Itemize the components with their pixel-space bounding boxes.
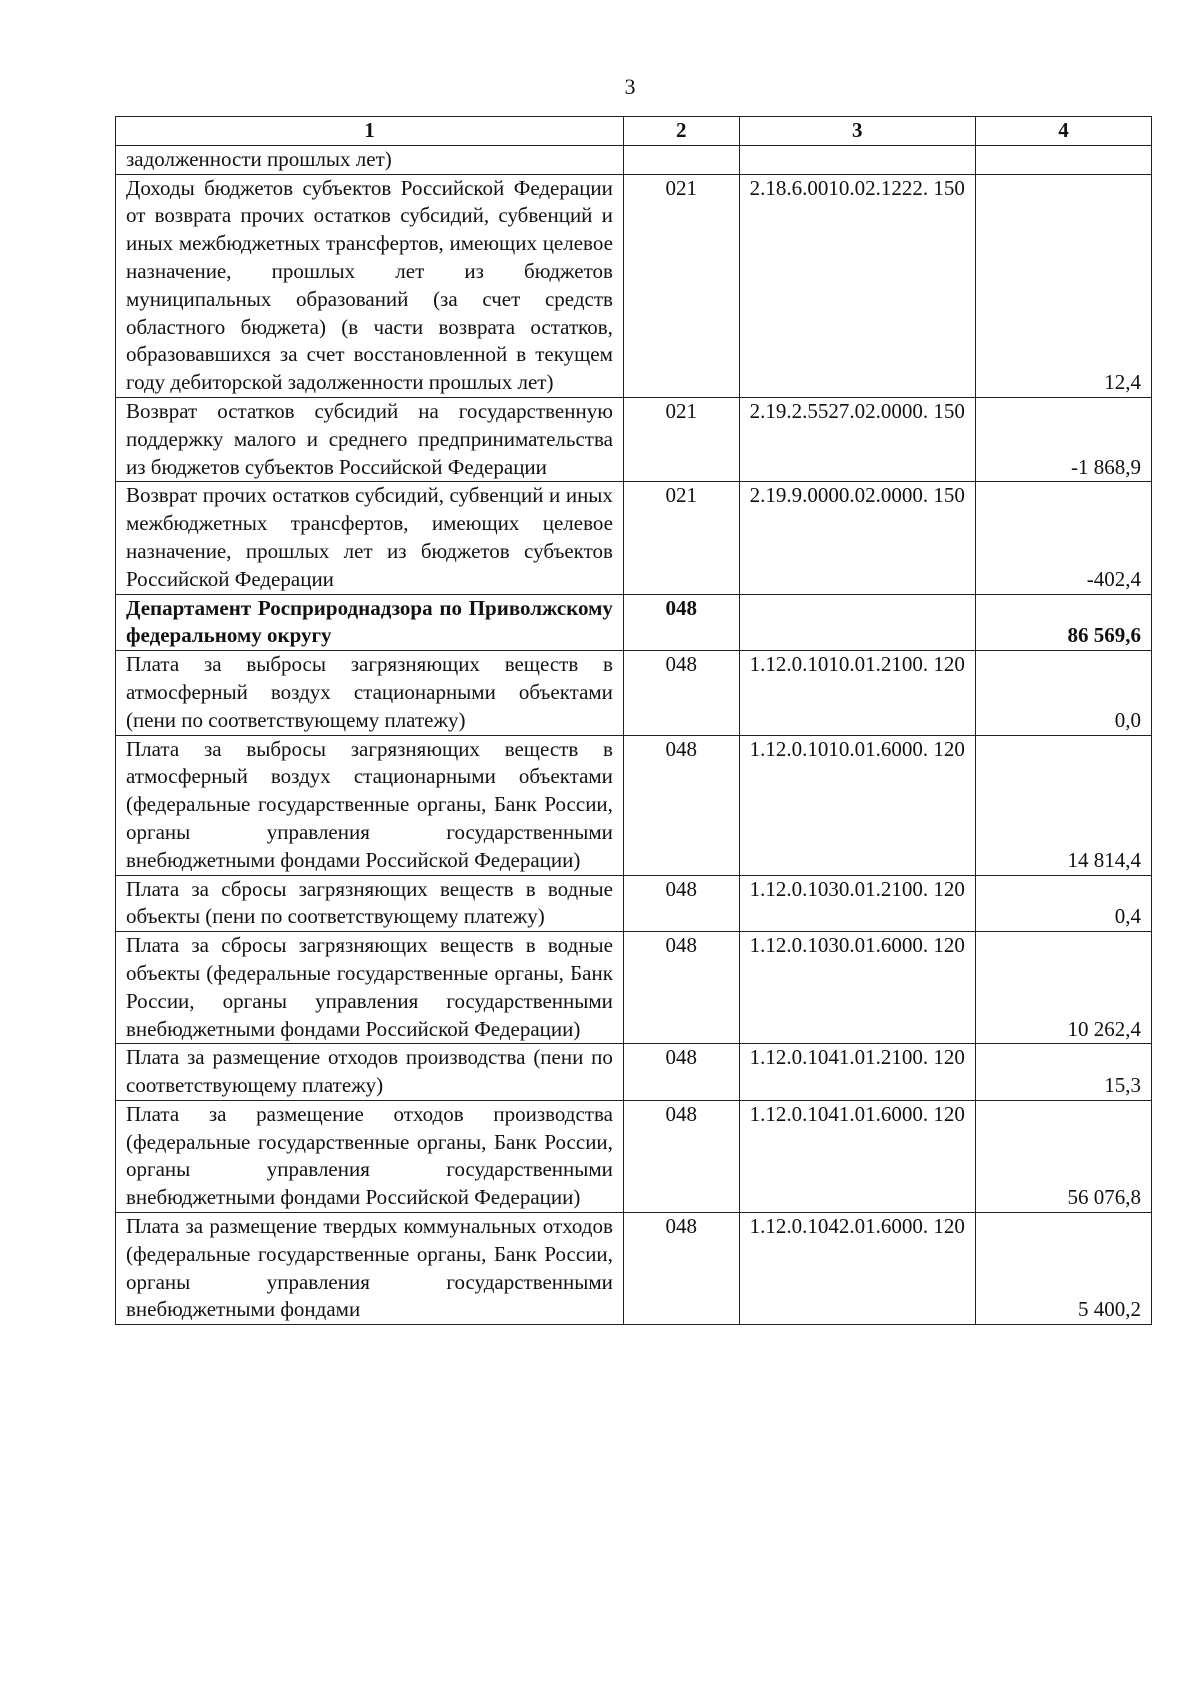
table-row — [116, 1100, 1152, 1212]
table-row — [116, 735, 1152, 875]
table-row — [116, 594, 1152, 651]
row-kbk-cell: 1.12.0.1041.01.2100. 120 — [739, 1044, 975, 1101]
row-kbk-cell: 1.12.0.1030.01.2100. 120 — [739, 875, 975, 932]
row-code-cell: 021 — [623, 397, 739, 481]
row-code-cell: 048 — [623, 1044, 739, 1101]
row-code-cell: 048 — [623, 932, 739, 1044]
row-kbk-cell — [739, 594, 975, 651]
row-name-cell: Департамент Росприроднадзора по Приволжскому федеральному округу — [116, 594, 624, 651]
row-kbk-cell: 1.12.0.1041.01.6000. 120 — [739, 1100, 975, 1212]
row-amount-cell: -402,4 — [975, 482, 1151, 594]
table-row — [116, 651, 1152, 735]
row-name-cell: задолженности прошлых лет) — [116, 145, 624, 174]
row-name-cell: Доходы бюджетов субъектов Российской Федерации от возврата прочих остатков субсидий, субвенций и иных межбюджетных трансфертов, имеющих целевое назначение, прошлых лет из бюджетов муниципальных образований (за счет средств областного бюджета) (в части возврата остатков, образовавшихся за счет восстановленной в текущем году дебиторской задолженности прошлых лет) — [116, 174, 624, 397]
row-name-cell: Возврат прочих остатков субсидий, субвенций и иных межбюджетных трансфертов, имеющих целевое назначение, прошлых лет из бюджетов субъектов Российской Федерации — [116, 482, 624, 594]
row-name-cell: Плата за выбросы загрязняющих веществ в атмосферный воздух стационарными объектами (федеральные государственные органы, Банк России, органы управления государственными внебюджетными фондами Российской Федерации) — [116, 735, 624, 875]
header-cell-3: 3 — [739, 117, 975, 146]
table-row — [116, 1213, 1152, 1325]
row-code-cell: 048 — [623, 735, 739, 875]
row-amount-cell: 5 400,2 — [975, 1213, 1151, 1325]
row-amount-cell: 86 569,6 — [975, 594, 1151, 651]
revenue-table — [115, 116, 1152, 1325]
header-cell-4: 4 — [975, 117, 1151, 146]
table-body — [116, 117, 1152, 1325]
row-name-cell: Плата за сбросы загрязняющих веществ в водные объекты (федеральные государственные органы, Банк России, органы управления государственными внебюджетными фондами Российской Федерации) — [116, 932, 624, 1044]
row-amount-cell: 12,4 — [975, 174, 1151, 397]
row-name-cell: Плата за размещение отходов производства (пени по соответствующему платежу) — [116, 1044, 624, 1101]
table-row — [116, 174, 1152, 397]
row-kbk-cell: 2.19.2.5527.02.0000. 150 — [739, 397, 975, 481]
row-name-cell: Плата за выбросы загрязняющих веществ в атмосферный воздух стационарными объектами (пени по соответствующему платежу) — [116, 651, 624, 735]
row-kbk-cell — [739, 145, 975, 174]
row-code-cell: 048 — [623, 1213, 739, 1325]
table-row — [116, 397, 1152, 481]
row-code-cell: 021 — [623, 482, 739, 594]
row-kbk-cell: 1.12.0.1042.01.6000. 120 — [739, 1213, 975, 1325]
row-amount-cell: -1 868,9 — [975, 397, 1151, 481]
row-kbk-cell: 1.12.0.1030.01.6000. 120 — [739, 932, 975, 1044]
row-amount-cell: 15,3 — [975, 1044, 1151, 1101]
row-kbk-cell: 2.19.9.0000.02.0000. 150 — [739, 482, 975, 594]
table-row — [116, 932, 1152, 1044]
row-name-cell: Возврат остатков субсидий на государственную поддержку малого и среднего предпринимательства из бюджетов субъектов Российской Федерации — [116, 397, 624, 481]
row-name-cell: Плата за размещение отходов производства (федеральные государственные органы, Банк России, органы управления государственными внебюджетными фондами Российской Федерации) — [116, 1100, 624, 1212]
header-cell-2: 2 — [623, 117, 739, 146]
table-row — [116, 1044, 1152, 1101]
row-amount-cell: 14 814,4 — [975, 735, 1151, 875]
table-row — [116, 482, 1152, 594]
row-code-cell: 048 — [623, 1100, 739, 1212]
table-header-row — [116, 117, 1152, 146]
row-amount-cell: 0,4 — [975, 875, 1151, 932]
page-number: 3 — [624, 74, 636, 99]
table-row — [116, 145, 1152, 174]
table-row — [116, 875, 1152, 932]
row-amount-cell: 0,0 — [975, 651, 1151, 735]
row-amount-cell: 10 262,4 — [975, 932, 1151, 1044]
header-cell-1: 1 — [116, 117, 624, 146]
row-kbk-cell: 1.12.0.1010.01.2100. 120 — [739, 651, 975, 735]
row-name-cell: Плата за сбросы загрязняющих веществ в водные объекты (пени по соответствующему платежу) — [116, 875, 624, 932]
row-code-cell: 048 — [623, 651, 739, 735]
row-code-cell: 048 — [623, 875, 739, 932]
row-amount-cell: 56 076,8 — [975, 1100, 1151, 1212]
row-kbk-cell: 1.12.0.1010.01.6000. 120 — [739, 735, 975, 875]
row-code-cell: 021 — [623, 174, 739, 397]
row-code-cell — [623, 145, 739, 174]
row-name-cell: Плата за размещение твердых коммунальных отходов (федеральные государственные органы, Банк России, органы управления государственными внебюджетными фондами — [116, 1213, 624, 1325]
row-kbk-cell: 2.18.6.0010.02.1222. 150 — [739, 174, 975, 397]
row-code-cell: 048 — [623, 594, 739, 651]
row-amount-cell — [975, 145, 1151, 174]
